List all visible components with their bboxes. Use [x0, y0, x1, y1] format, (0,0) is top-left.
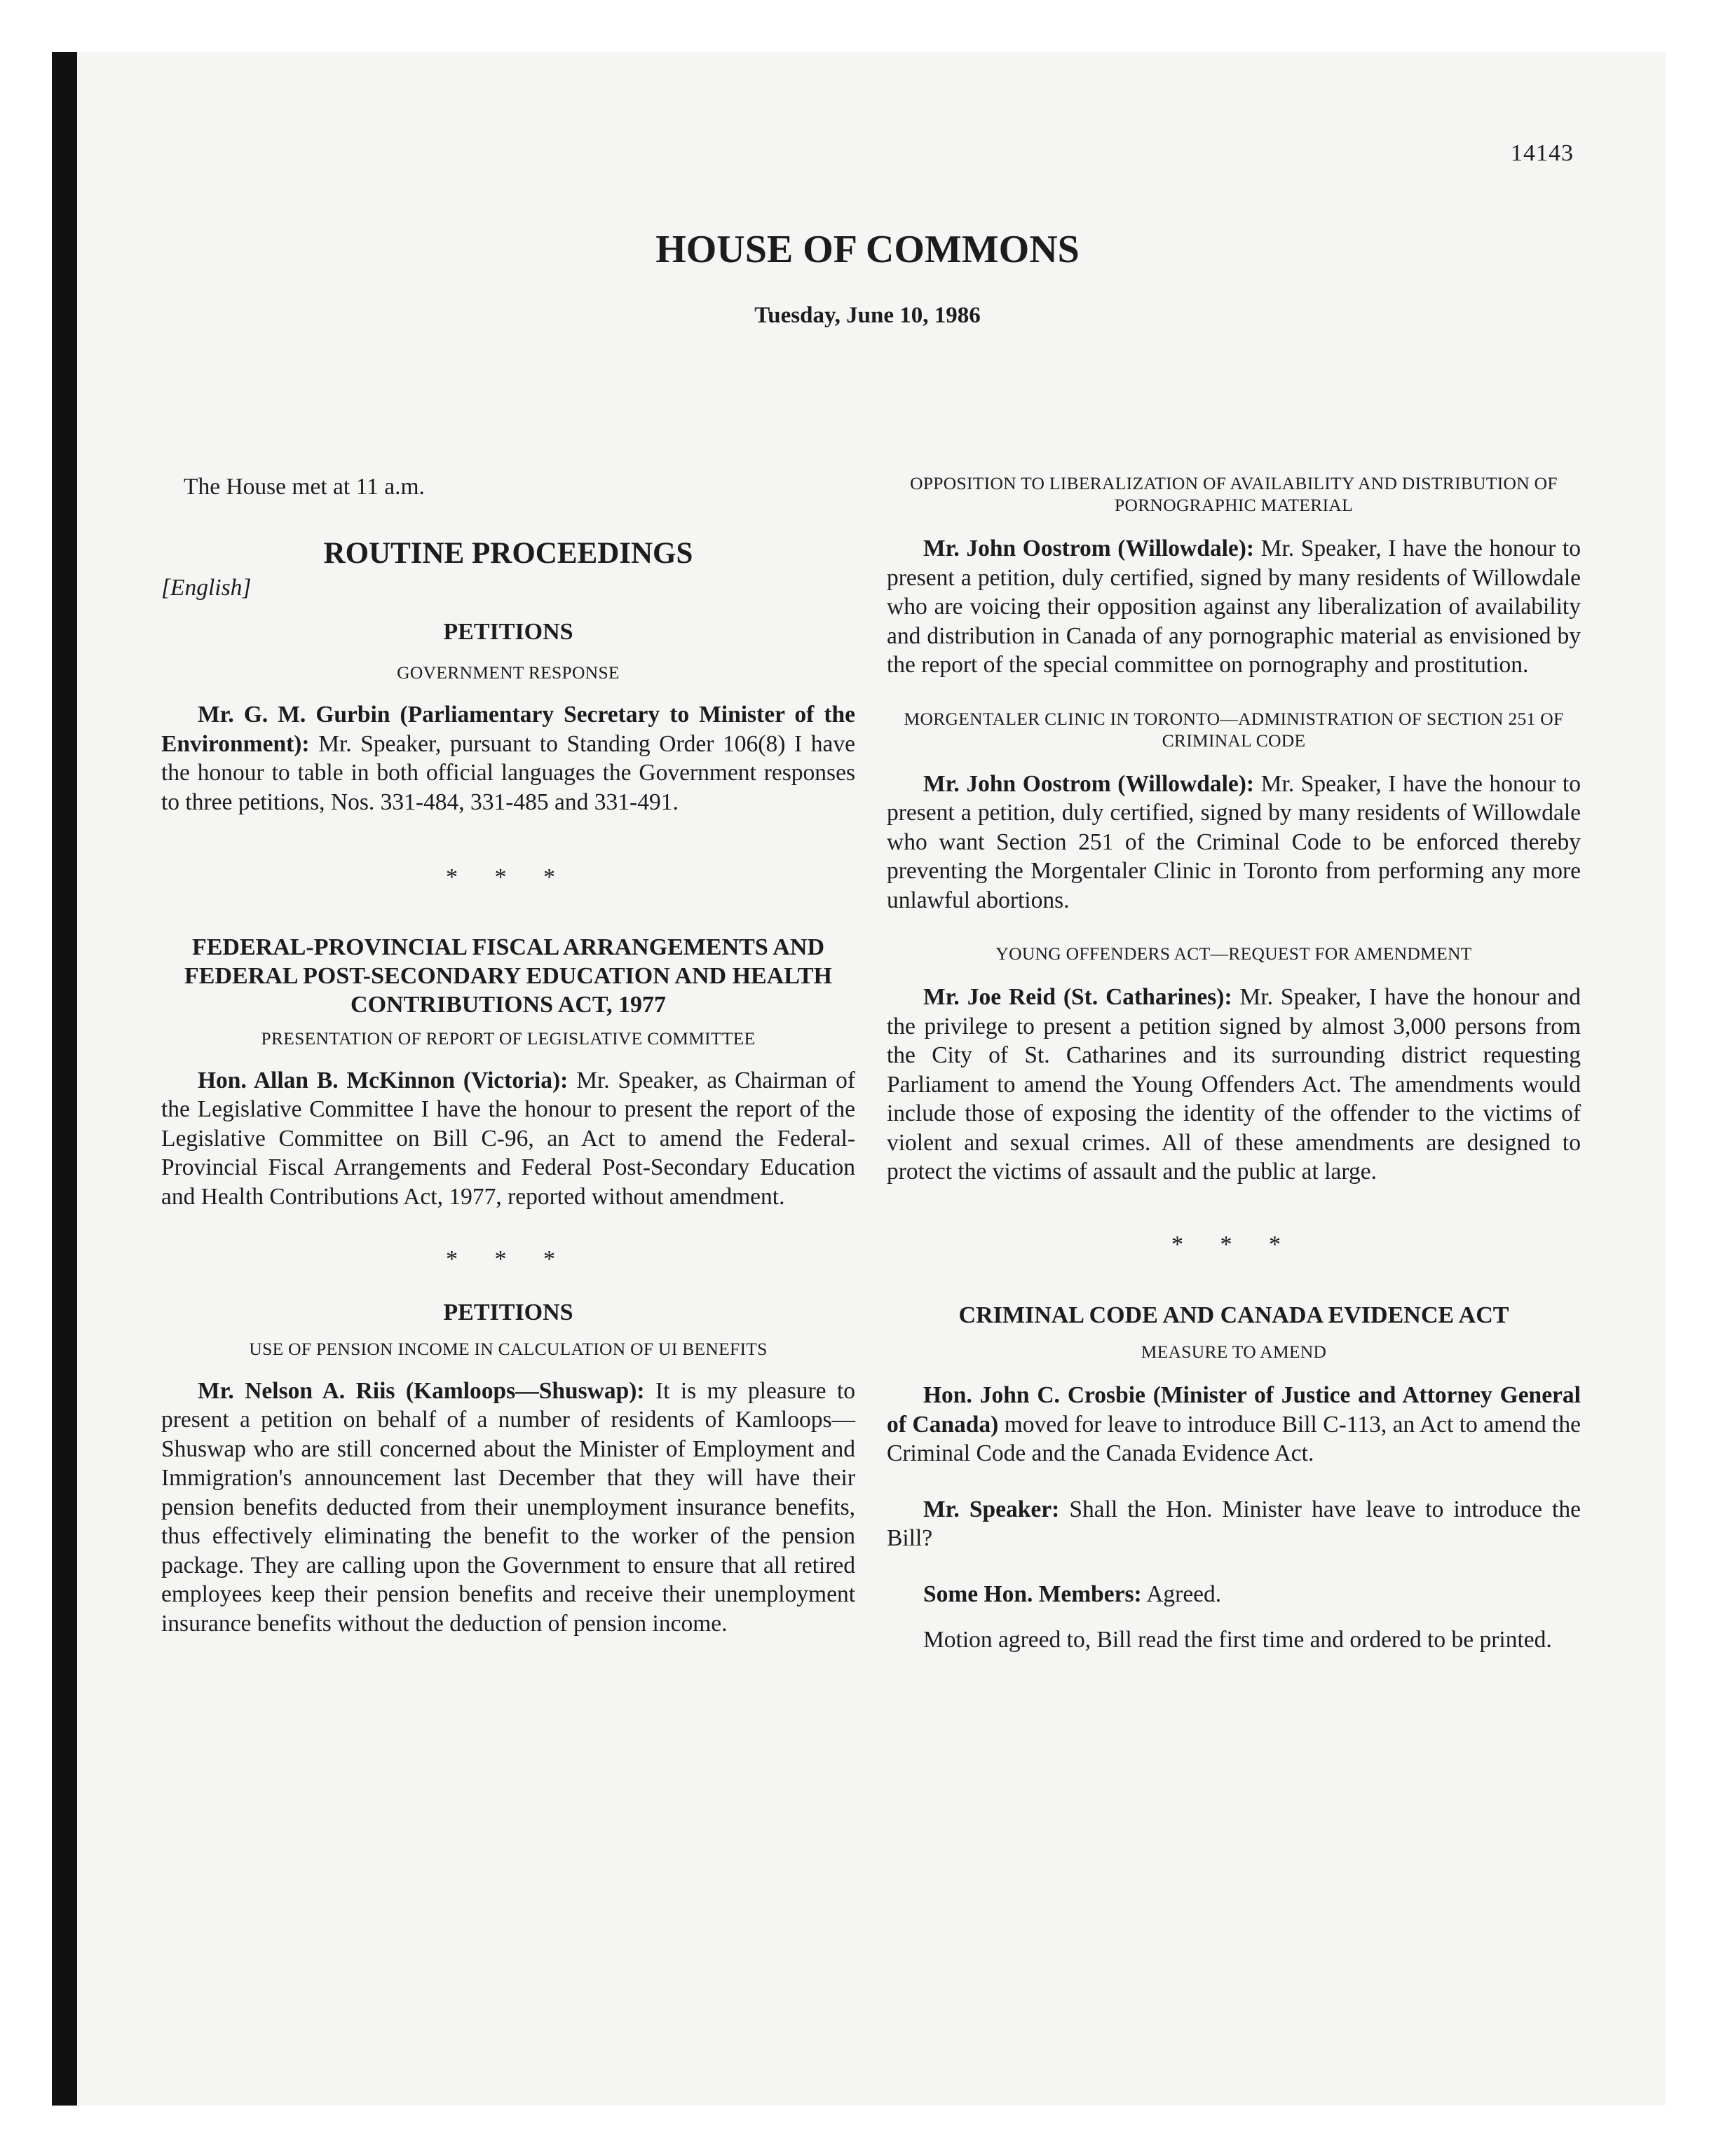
- statement-text: Mr. Speaker, I have the honour and the privilege to present a petition signed by almost 3,000 persons from the City of St. Catharines and its surrounding district requesting Parliament to amend the Young Offenders Act. The amendments would include those of exposing the identity of the offender to the victims of violent and sexual crimes. All of these amendments are designed to protect the victims of assault and the public at large.: [887, 984, 1581, 1185]
- routine-proceedings-heading: ROUTINE PROCEEDINGS: [323, 536, 693, 570]
- speaker-question: [887, 1495, 1581, 1553]
- statement-text: Agreed.: [1141, 1581, 1222, 1607]
- masthead: [0, 228, 1735, 329]
- section-separator: * * *: [1171, 1231, 1296, 1257]
- fiscal-arrangements-heading: FEDERAL-PROVINCIAL FISCAL ARRANGEMENTS AND FEDERAL POST-SECONDARY EDUCATION AND HEALTH CONTRIBUTIONS ACT, 1977: [184, 934, 832, 1018]
- oostrom-statement-2: [887, 770, 1581, 915]
- speaker-name: Hon. John C. Crosbie (Minister of Justice and Attorney General of Canada): [887, 1382, 1581, 1438]
- sitting-date: Tuesday, June 10, 1986: [754, 302, 981, 328]
- morgentaler-subheading: MORGENTALER CLINIC IN TORONTO—ADMINISTRATION OF SECTION 251 OF CRIMINAL CODE: [904, 708, 1564, 751]
- reid-statement: [887, 983, 1581, 1187]
- statement-text: Mr. Speaker, pursuant to Standing Order 106(8) I have the honour to table in both official languages the Government responses to three petitions, Nos. 331-484, 331-485 and 331-491.: [161, 730, 855, 815]
- measure-to-amend-subheading: MEASURE TO AMEND: [1141, 1342, 1327, 1362]
- speaker-name: Mr. Nelson A. Riis (Kamloops—Shuswap):: [198, 1377, 645, 1404]
- language-tag: [English]: [161, 574, 252, 601]
- young-offenders-subheading: YOUNG OFFENDERS ACT—REQUEST FOR AMENDMENT: [995, 943, 1472, 964]
- oostrom-statement-1: [887, 534, 1581, 680]
- pornography-subheading: OPPOSITION TO LIBERALIZATION OF AVAILABILITY AND DISTRIBUTION OF PORNOGRAPHIC MATERIAL: [910, 473, 1558, 515]
- speaker-name: Mr. Speaker:: [923, 1496, 1060, 1522]
- motion-result: Motion agreed to, Bill read the first time and ordered to be printed.: [923, 1627, 1552, 1653]
- statement-text: Mr. Speaker, I have the honour to present a petition, duly certified, signed by many residents of Willowdale who are voicing their opposition against any liberalization of availability and distribution in Canada of any pornographic material as envisioned by the report of the special committee on pornography and prostitution.: [887, 535, 1581, 678]
- left-column: [161, 472, 855, 1638]
- gurbin-statement: [161, 700, 855, 817]
- petitions-heading: PETITIONS: [443, 1299, 573, 1325]
- speaker-name: Mr. Joe Reid (St. Catharines):: [923, 984, 1232, 1010]
- house-met-line: The House met at 11 a.m.: [184, 474, 425, 500]
- speaker-name: Mr. John Oostrom (Willowdale):: [923, 770, 1255, 797]
- section-separator: * * *: [446, 1246, 571, 1272]
- speaker-name: Mr. G. M. Gurbin (Parliamentary Secretary to Minister of the Environment):: [161, 702, 855, 757]
- statement-text: moved for leave to introduce Bill C-113, an Act to amend the Criminal Code and the Canada Evidence Act.: [887, 1411, 1581, 1466]
- binding-edge: [52, 52, 77, 2106]
- government-response-subheading: GOVERNMENT RESPONSE: [397, 662, 620, 683]
- riis-statement: [161, 1377, 855, 1639]
- members-response: [887, 1580, 1581, 1609]
- statement-text: Mr. Speaker, I have the honour to present a petition, duly certified, signed by many residents of Willowdale who want Section 251 of the Criminal Code to be enforced thereby preventing the Morgentaler Clinic in Toronto from performing any more unlawful abortions.: [887, 770, 1581, 913]
- speaker-name: Some Hon. Members:: [923, 1581, 1142, 1607]
- pension-income-subheading: USE OF PENSION INCOME IN CALCULATION OF UI BENEFITS: [249, 1338, 768, 1359]
- right-column: [887, 472, 1581, 1655]
- petitions-heading: PETITIONS: [443, 619, 573, 645]
- crosbie-statement: [887, 1381, 1581, 1468]
- speaker-name: Mr. John Oostrom (Willowdale):: [923, 535, 1255, 561]
- mckinnon-statement: [161, 1066, 855, 1212]
- statement-text: It is my pleasure to present a petition on behalf of a number of residents of Kamloops—Shuswap who are still concerned about the Minister of Employment and Immigration's announcement last December that they will have their pension benefits deducted from their unemployment insurance benefits, thus effectively eliminating the benefit to the worker of the pension package. They are calling upon the Government to ensure that all retired employees keep their pension benefits and receive their unemployment insurance benefits without the deduction of pension income.: [161, 1377, 855, 1637]
- masthead-title: HOUSE OF COMMONS: [655, 228, 1080, 271]
- statement-text: Shall the Hon. Minister have leave to introduce the Bill?: [887, 1496, 1581, 1551]
- criminal-code-heading: CRIMINAL CODE AND CANADA EVIDENCE ACT: [958, 1302, 1509, 1328]
- page-number: 14143: [1511, 140, 1574, 166]
- speaker-name: Hon. Allan B. McKinnon (Victoria):: [198, 1067, 569, 1093]
- statement-text: Mr. Speaker, as Chairman of the Legislative Committee I have the honour to present the report of the Legislative Committee on Bill C-96, an Act to amend the Federal-Provincial Fiscal Arrangements and Federal Post-Secondary Education and Health Contributions Act, 1977, reported without amendment.: [161, 1067, 856, 1210]
- legislative-committee-subheading: PRESENTATION OF REPORT OF LEGISLATIVE COMMITTEE: [261, 1028, 756, 1049]
- section-separator: * * *: [446, 864, 571, 890]
